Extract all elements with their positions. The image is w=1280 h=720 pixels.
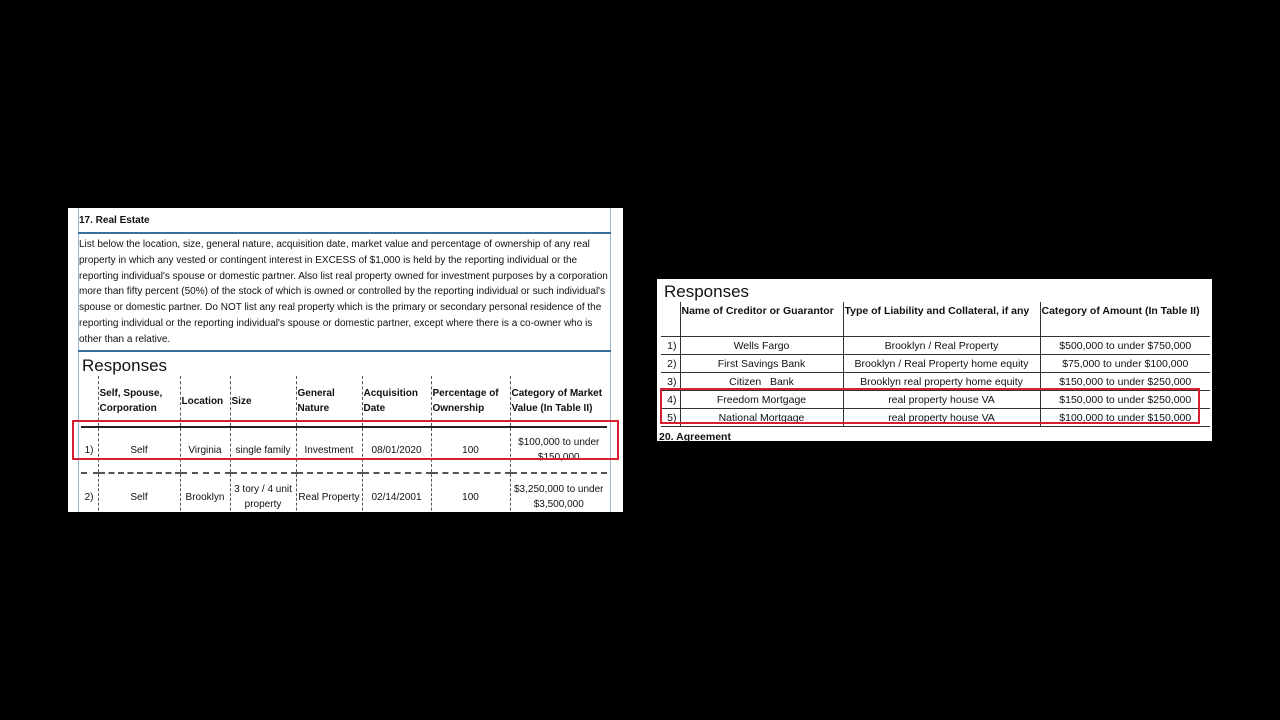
column-header: Percentage of Ownership — [431, 376, 510, 427]
table-cell: Virginia — [180, 427, 230, 473]
table-header-row — [661, 302, 1210, 337]
liabilities-table — [661, 302, 1210, 427]
table-row — [661, 355, 1210, 373]
row-number: 3) — [661, 373, 680, 391]
liabilities-panel — [657, 279, 1212, 441]
table-row — [661, 337, 1210, 355]
column-header: General Nature — [296, 376, 362, 427]
table-cell: Citizen Bank — [680, 373, 843, 391]
next-section-title: 20. Agreement — [659, 431, 731, 441]
table-cell: $150,000 to under $250,000 — [1040, 373, 1210, 391]
section-divider — [78, 350, 611, 352]
column-header — [81, 376, 98, 427]
table-cell: real property house VA — [843, 409, 1040, 427]
column-header: Type of Liability and Collateral, if any — [843, 302, 1040, 337]
table-row — [661, 373, 1210, 391]
table-cell: Self — [98, 427, 180, 473]
real-estate-table — [81, 376, 607, 512]
table-cell: $100,000 to under $150,000 — [1040, 409, 1210, 427]
table-cell: $150,000 to under $250,000 — [1040, 391, 1210, 409]
table-cell: Investment — [296, 427, 362, 473]
table-cell: Brooklyn real property home equity — [843, 373, 1040, 391]
column-header: Acquisition Date — [362, 376, 431, 427]
row-number: 4) — [661, 391, 680, 409]
table-cell: 100 — [431, 473, 510, 512]
column-header: Name of Creditor or Guarantor — [680, 302, 843, 337]
row-number: 1) — [81, 427, 98, 473]
table-cell: Real Property — [296, 473, 362, 512]
table-row — [81, 427, 607, 473]
table-cell: real property house VA — [843, 391, 1040, 409]
column-header — [661, 302, 680, 337]
table-row — [661, 391, 1210, 409]
table-cell: Brooklyn — [180, 473, 230, 512]
table-cell: Wells Fargo — [680, 337, 843, 355]
table-cell: Freedom Mortgage — [680, 391, 843, 409]
responses-title: Responses — [82, 356, 168, 375]
table-cell: 100 — [431, 427, 510, 473]
responses-title: Responses — [664, 282, 750, 301]
table-cell: 3 tory / 4 unit property — [230, 473, 296, 512]
panel-border-right — [610, 208, 611, 512]
table-cell: First Savings Bank — [680, 355, 843, 373]
table-cell: 08/01/2020 — [362, 427, 431, 473]
row-number: 1) — [661, 337, 680, 355]
table-cell: Brooklyn / Real Property home equity — [843, 355, 1040, 373]
table-cell: Self — [98, 473, 180, 512]
row-number: 5) — [661, 409, 680, 427]
section-description: List below the location, size, general nature, acquisition date, market value and percentage of ownership of any real property in which any vested or contingent interest in EXCESS of $1,000 is held by the reporting individual or the reporting individual's spouse or domestic partner. Also list real property owned for investment purposes by a corporation more than fifty percent (50%) of the stock of which is owned or controlled by the reporting individual or such individual's spouse or domestic partner. Do NOT list any real property which is the primary or secondary personal residence of the reporting individual or the reporting individual's spouse or domestic partner, except where there is a co-owner who is other than a relative. — [79, 239, 608, 345]
table-cell: $3,250,000 to under $3,500,000 — [510, 473, 607, 512]
real-estate-panel — [68, 208, 623, 512]
column-header: Self, Spouse, Corporation — [98, 376, 180, 427]
column-header: Category of Market Value (In Table II) — [510, 376, 607, 427]
table-cell: $100,000 to under $150,000 — [510, 427, 607, 473]
table-cell: National Mortgage — [680, 409, 843, 427]
table-cell: $500,000 to under $750,000 — [1040, 337, 1210, 355]
table-cell: $75,000 to under $100,000 — [1040, 355, 1210, 373]
table-cell: 02/14/2001 — [362, 473, 431, 512]
row-number: 2) — [84, 491, 94, 503]
column-header: Size — [230, 376, 296, 427]
column-header: Location — [180, 376, 230, 427]
column-header: Category of Amount (In Table II) — [1040, 302, 1210, 337]
section-divider — [78, 232, 611, 234]
section-title: 17. Real Estate — [79, 215, 150, 226]
row-number: 2) — [661, 355, 680, 373]
table-cell: single family — [230, 427, 296, 473]
table-row — [661, 409, 1210, 427]
table-header-row — [81, 376, 607, 427]
table-cell: Brooklyn / Real Property — [843, 337, 1040, 355]
table-row — [81, 473, 607, 512]
